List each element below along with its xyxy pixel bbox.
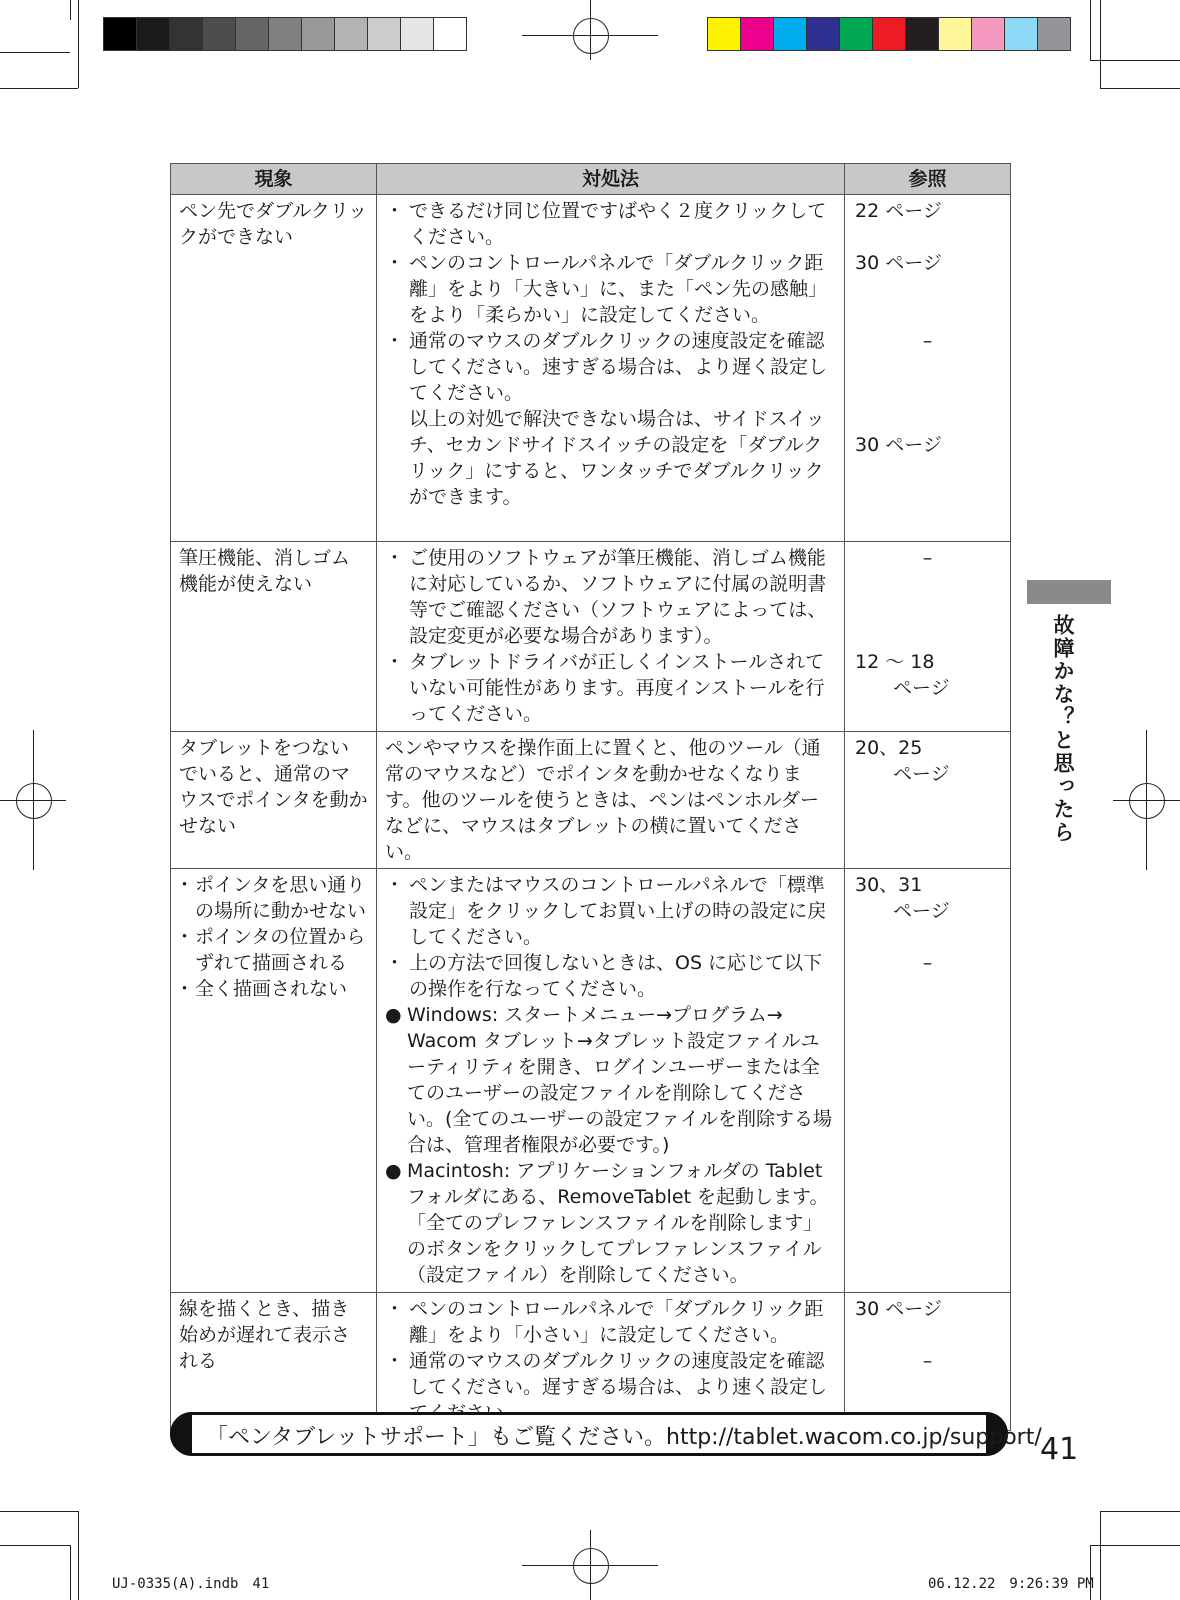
color-swatch	[203, 18, 236, 50]
crop-mark	[1090, 60, 1180, 61]
section-tab-label: 故障かな？と思ったら	[1051, 614, 1075, 844]
remedy-cell	[377, 1293, 845, 1431]
remedy-item: ・ ご使用のソフトウェアが筆圧機能、消しゴム機能に対応しているか、ソフトウェアに付属の説明書等でご確認ください（ソフトウェアによっては、設定変更が必要な場合があります）。	[385, 545, 836, 649]
page-reference: –	[922, 952, 933, 974]
color-swatch	[873, 18, 906, 50]
remedy-item: ・ 通常のマウスのダブルクリックの速度設定を確認してください。遅すぎる場合は、より速く設定し	[385, 1348, 836, 1426]
page-reference: 20、25	[855, 737, 923, 759]
crop-mark	[0, 88, 78, 89]
color-swatch	[170, 18, 203, 50]
reference-cell	[845, 195, 1011, 542]
registration-mark-icon	[573, 1548, 609, 1584]
color-swatch	[302, 18, 335, 50]
symptom-item: ・ 全く描画されない	[179, 976, 368, 1002]
page-reference: ページ	[893, 763, 950, 785]
registration-mark-icon	[573, 18, 609, 54]
crop-mark	[1100, 88, 1180, 89]
page-reference: ページ	[893, 900, 950, 922]
color-swatch	[401, 18, 434, 50]
process-color-bar	[707, 17, 1071, 51]
symptom-cell: ペン先でダブルクリックができない	[171, 195, 377, 542]
remedy-item: ・ 通常のマウスのダブルクリックの速度設定を確認してください。速すぎる場合は、より遅く設定してください。	[385, 328, 836, 406]
remedy-cell	[377, 869, 845, 1293]
crop-mark	[70, 0, 71, 20]
remedy-item: ・ できるだけ同じ位置ですばやく２度クリックしてください。	[385, 198, 836, 250]
symptom-cell: 筆圧機能、消しゴム機能が使えない	[171, 542, 377, 732]
reference-cell	[845, 1293, 1011, 1431]
table-row	[171, 542, 1011, 732]
table-row	[171, 1293, 1011, 1431]
table-header-row	[171, 164, 1011, 195]
remedy-item: ・ 上の方法で回復しないときは、OS に応じて以下の操作を行なってください。	[385, 950, 836, 1002]
symptom-item: ・ ポインタを思い通りの場所に動かせない	[179, 872, 368, 924]
color-swatch	[269, 18, 302, 50]
slug-timestamp: 06.12.22 9:26:39 PM	[928, 1576, 1094, 1592]
remedy-item: ・ タブレットドライバが正しくインストールされていない可能性があります。再度インストールを行ってください。	[385, 649, 836, 727]
slug-file: UJ-0335(A).indb 41	[112, 1576, 270, 1592]
crop-mark	[1100, 0, 1101, 88]
reference-cell	[845, 732, 1011, 869]
color-swatch	[906, 18, 939, 50]
color-swatch	[840, 18, 873, 50]
table-row	[171, 869, 1011, 1293]
crop-mark	[78, 0, 79, 88]
header-remedy: 対処法	[377, 164, 845, 195]
color-swatch	[434, 18, 466, 50]
page-reference: –	[922, 1350, 933, 1372]
page-number: 41	[1040, 1432, 1079, 1467]
crop-mark	[1090, 1545, 1180, 1546]
symptom-cell: 線を描くとき、描き始めが遅れて表示される	[171, 1293, 377, 1431]
page-reference: 30 ページ	[855, 252, 942, 274]
page-reference: 22 ページ	[855, 200, 942, 222]
crop-mark	[1100, 1511, 1180, 1512]
color-swatch	[236, 18, 269, 50]
page-reference: 30、31	[855, 874, 923, 896]
page-reference: –	[922, 330, 933, 352]
page-reference: 12 ～ 18	[855, 651, 935, 673]
crop-mark	[1100, 1511, 1101, 1600]
registration-mark-icon	[1129, 783, 1165, 819]
page-reference: 30 ページ	[855, 1298, 942, 1320]
remedy-item: ・ ペンのコントロールパネルで「ダブルクリック距離」をより「大きい」に、また「ペン先の感触」をより「柔らかい」に設定してください。	[385, 250, 836, 328]
color-swatch	[741, 18, 774, 50]
crop-mark	[0, 1545, 70, 1546]
color-swatch	[335, 18, 368, 50]
remedy-cell	[377, 542, 845, 732]
crop-mark	[1090, 0, 1091, 60]
remedy-cell: ペンやマウスを操作面上に置くと、他のツール（通常のマウスなど）でポインタを動かせなくなります。他のツールを使うときは、ペンはペンホルダーなどに、マウスはタブレットの横に置いてください。	[377, 732, 845, 869]
support-link[interactable]: 「ペンタブレットサポート」もご覧ください。http://tablet.wacom.co.jp/support/	[206, 1425, 1042, 1450]
symptom-cell	[171, 869, 377, 1293]
os-instruction-windows: ● Windows: スタートメニュー→プログラム→ Wacom タブレット→タブレット設定ファイルユーティリティを開き、ログインユーザーまたは全てのユーザーの設定ファイルを削除してください。(全てのユーザーの設定ファイルを削除する場合は、管理者権限が必要です。)	[385, 1002, 836, 1158]
crop-mark	[78, 1511, 79, 1600]
crop-mark	[70, 1545, 71, 1600]
page-reference: –	[922, 547, 933, 569]
color-swatch	[104, 18, 137, 50]
troubleshooting-table	[170, 163, 1011, 1431]
crop-mark	[0, 1511, 78, 1512]
registration-mark-icon	[16, 783, 52, 819]
color-swatch	[708, 18, 741, 50]
color-swatch	[972, 18, 1005, 50]
page-reference: 30 ページ	[855, 434, 942, 456]
color-swatch	[774, 18, 807, 50]
table-row	[171, 195, 1011, 542]
color-swatch	[807, 18, 840, 50]
table-row	[171, 732, 1011, 869]
header-symptom: 現象	[171, 164, 377, 195]
color-swatch	[137, 18, 170, 50]
remedy-item: ・ ペンのコントロールパネルで「ダブルクリック距離」をより「小さい」に設定してください。	[385, 1296, 836, 1348]
section-tab-bar	[1027, 580, 1111, 604]
remedy-note: 以上の対処で解決できない場合は、サイドスイッチ、セカンドサイドスイッチの設定を「ダブルクリック」にすると、ワンタッチでダブルクリックができます。	[409, 408, 825, 508]
crop-mark	[0, 52, 70, 53]
color-swatch	[939, 18, 972, 50]
remedy-item: ・ ペンまたはマウスのコントロールパネルで「標準設定」をクリックしてお買い上げの時の設定に戻してください。	[385, 872, 836, 950]
header-reference: 参照	[845, 164, 1011, 195]
page-reference: ページ	[893, 677, 950, 699]
grayscale-color-bar	[103, 17, 467, 51]
remedy-cell	[377, 195, 845, 542]
color-swatch	[1038, 18, 1070, 50]
color-swatch	[368, 18, 401, 50]
symptom-cell: タブレットをつないでいると、通常のマウスでポインタを動かせない	[171, 732, 377, 869]
reference-cell	[845, 542, 1011, 732]
os-instruction-macintosh: ● Macintosh: アプリケーションフォルダの Tablet フォルダにある、RemoveTablet を起動します。「全てのプレファレンスファイルを削除します」のボタンをクリックしてプレファレンスファイル（設定ファイル）を削除してください。	[385, 1158, 836, 1288]
symptom-item: ・ ポインタの位置からずれて描画される	[179, 924, 368, 976]
color-swatch	[1005, 18, 1038, 50]
reference-cell	[845, 869, 1011, 1293]
